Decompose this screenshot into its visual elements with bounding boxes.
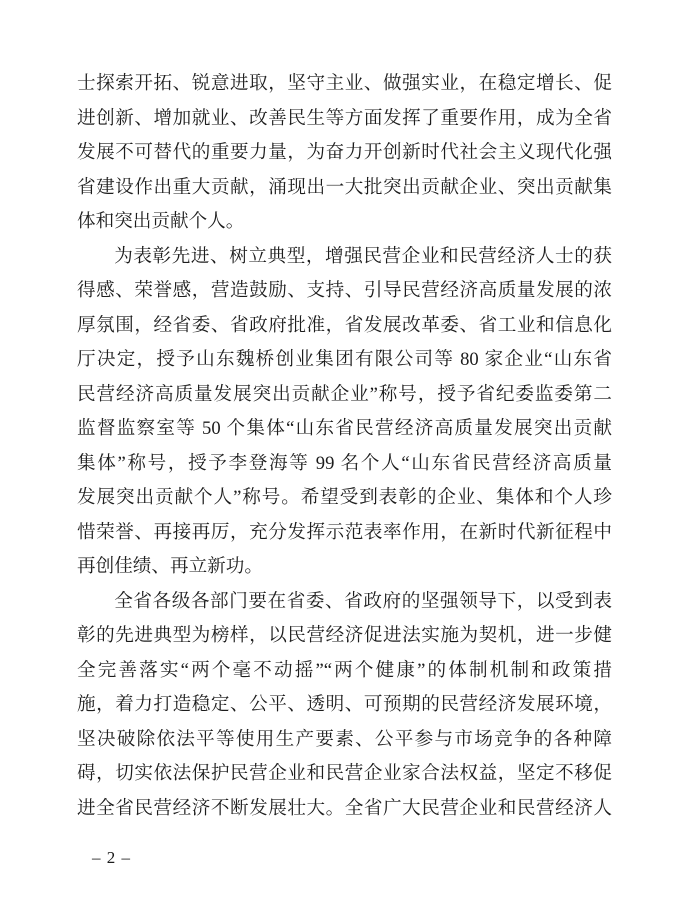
paragraph — [77, 67, 612, 240]
text-line: 省建设作出重大贡献，涌现出一大批突出贡献企业、突出贡献集 — [77, 176, 612, 198]
text-line: 士探索开拓、锐意进取，坚守主业、做强实业，在稳定增长、促 — [77, 73, 612, 94]
text-line: 彰的先进典型为榜样，以民营经济促进法实施为契机，进一步健 — [77, 625, 612, 646]
text-line: 全省各级各部门要在省委、省政府的坚强领导下，以受到表 — [114, 590, 612, 612]
document-body — [77, 67, 612, 826]
text-line: 体和突出贡献个人。 — [77, 211, 245, 232]
text-line: 集体”称号，授予李登海等 99 名个人“山东省民营经济高质量 — [77, 452, 612, 474]
text-line: 为表彰先进、树立典型，增强民营企业和民营经济人士的获 — [114, 245, 612, 267]
text-line: 厅决定，授予山东魏桥创业集团有限公司等 80 家企业“山东省 — [77, 349, 612, 370]
text-line: 坚决破除依法平等使用生产要素、公平参与市场竞争的各种障 — [77, 728, 612, 750]
page-number: – 2 – — [92, 848, 131, 867]
text-line: 厚氛围，经省委、省政府批准，省发展改革委、省工业和信息化 — [77, 314, 612, 336]
text-line: 发展突出贡献个人”称号。希望受到表彰的企业、集体和个人珍 — [77, 487, 612, 508]
paragraph — [77, 585, 612, 827]
text-line: 惜荣誉、再接再厉，充分发挥示范表率作用，在新时代新征程中 — [77, 521, 612, 543]
text-line: 得感、荣誉感，营造鼓励、支持、引导民营经济高质量发展的浓 — [77, 280, 612, 301]
text-line: 进创新、增加就业、改善民生等方面发挥了重要作用，成为全省 — [77, 107, 612, 129]
text-line: 全完善落实“两个毫不动摇”“两个健康”的体制机制和政策措 — [77, 659, 612, 681]
text-line: 监督监察室等 50 个集体“山东省民营经济高质量发展突出贡献 — [77, 418, 612, 439]
text-line: 进全省民营经济不断发展壮大。全省广大民营企业和民营经济人 — [77, 797, 612, 819]
text-line: 民营经济高质量发展突出贡献企业”称号，授予省纪委监委第二 — [77, 383, 612, 405]
text-line: 碍，切实依法保护民营企业和民营企业家合法权益，坚定不移促 — [77, 763, 612, 784]
text-line: 再创佳绩、再立新功。 — [77, 556, 263, 577]
text-line: 发展不可替代的重要力量，为奋力开创新时代社会主义现代化强 — [77, 142, 612, 163]
text-line: 施，着力打造稳定、公平、透明、可预期的民营经济发展环境， — [77, 694, 612, 715]
paragraph — [77, 240, 612, 585]
